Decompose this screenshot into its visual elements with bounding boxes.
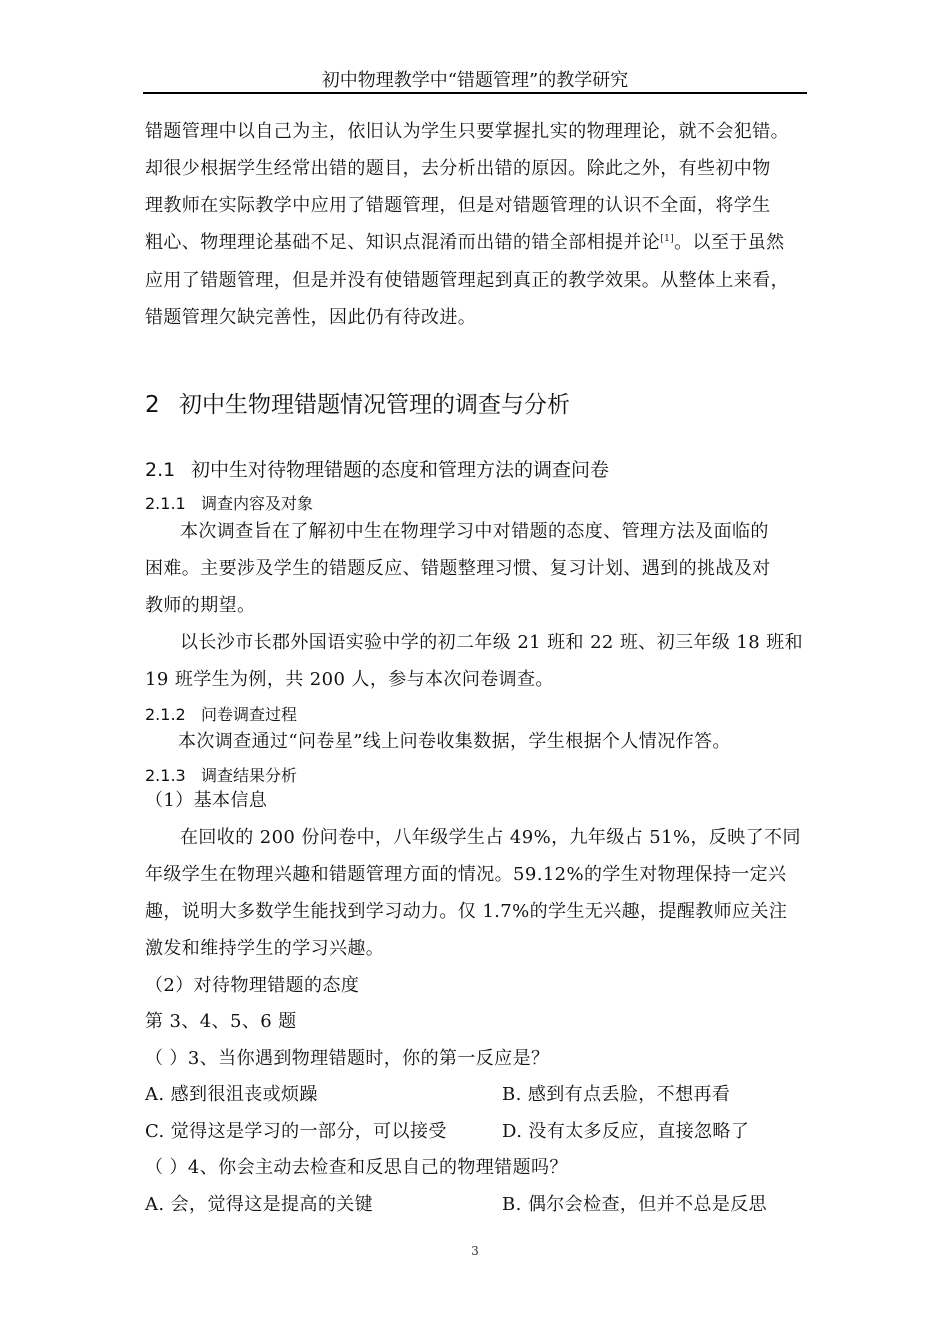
subheading-basic-info: （1）基本信息	[145, 790, 268, 811]
section-2-1-2-heading	[145, 702, 297, 725]
questions-reference: 第 3、4、5、6 题	[145, 1011, 297, 1032]
survey-para1-line-1: 本次调查旨在了解初中生在物理学习中对错题的态度、管理方法及面临的	[180, 521, 769, 542]
page-number: 3	[471, 1244, 479, 1258]
process-para: 本次调查通过“问卷星”线上问卷收集数据，学生根据个人情况作答。	[178, 731, 731, 752]
question-3-option-d: D. 没有太多反应，直接忽略了	[502, 1121, 750, 1142]
survey-para2-line-1: 以长沙市长郡外国语实验中学的初二年级 21 班和 22 班、初三年级 18 班和	[180, 632, 804, 653]
section-2-1-number: 2.1	[145, 459, 176, 481]
intro-line-1: 错题管理中以自己为主，依旧认为学生只要掌握扎实的物理理论，就不会犯错。	[145, 121, 789, 142]
section-2-1-2-title: 问卷调查过程	[201, 705, 298, 724]
results-line-4: 激发和维持学生的学习兴趣。	[145, 938, 385, 959]
section-2-number: 2	[145, 392, 160, 418]
section-2-1-3-heading	[145, 763, 297, 786]
intro-line-4-tail: 。以至于虽然	[674, 232, 785, 253]
question-3-option-a: A. 感到很沮丧或烦躁	[145, 1084, 318, 1105]
section-2-heading	[145, 386, 570, 419]
section-2-1-1-number: 2.1.1	[145, 494, 186, 513]
results-line-3: 趣，说明大多数学生能找到学习动力。仅 1.7%的学生无兴趣，提醒教师应关注	[145, 901, 788, 922]
intro-line-4-text: 粗心、物理理论基础不足、知识点混淆而出错的错全部相提并论	[145, 232, 661, 253]
subheading-attitude: （2）对待物理错题的态度	[145, 975, 360, 996]
section-2-1-1-heading	[145, 491, 313, 514]
results-line-1: 在回收的 200 份问卷中，八年级学生占 49%，九年级占 51%，反映了不同	[180, 827, 801, 848]
citation-ref: [1]	[660, 234, 675, 244]
header-rule	[143, 92, 807, 94]
intro-line-2: 却很少根据学生经常出错的题目，去分析出错的原因。除此之外，有些初中物	[145, 158, 771, 179]
intro-line-3: 理教师在实际教学中应用了错题管理，但是对错题管理的认识不全面，将学生	[145, 195, 771, 216]
survey-para1-line-3: 教师的期望。	[145, 595, 256, 616]
section-2-1-title: 初中生对待物理错题的态度和管理方法的调查问卷	[191, 459, 610, 481]
section-2-1-heading	[145, 455, 609, 482]
section-2-1-3-number: 2.1.3	[145, 766, 186, 785]
section-2-1-1-title: 调查内容及对象	[201, 494, 314, 513]
question-3-option-c: C. 觉得这是学习的一部分，可以接受	[145, 1121, 447, 1142]
running-header: 初中物理教学中“错题管理”的教学研究	[321, 70, 629, 91]
intro-line-4	[145, 228, 785, 254]
section-2-1-3-title: 调查结果分析	[201, 766, 298, 785]
section-2-1-2-number: 2.1.2	[145, 705, 186, 724]
question-4-stem: （ ）4、你会主动去检查和反思自己的物理错题吗？	[145, 1157, 568, 1178]
question-4-option-b: B. 偶尔会检查，但并不总是反思	[502, 1194, 768, 1215]
intro-line-5: 应用了错题管理，但是并没有使错题管理起到真正的教学效果。从整体上来看，	[145, 270, 789, 291]
question-3-option-b: B. 感到有点丢脸，不想再看	[502, 1084, 731, 1105]
section-2-title: 初中生物理错题情况管理的调查与分析	[179, 392, 570, 418]
results-line-2: 年级学生在物理兴趣和错题管理方面的情况。59.12%的学生对物理保持一定兴	[145, 864, 787, 885]
survey-para1-line-2: 困难。主要涉及学生的错题反应、错题整理习惯、复习计划、遇到的挑战及对	[145, 558, 771, 579]
question-4-option-a: A. 会，觉得这是提高的关键	[145, 1194, 374, 1215]
question-3-stem: （ ）3、当你遇到物理错题时，你的第一反应是？	[145, 1048, 550, 1069]
survey-para2-line-2: 19 班学生为例，共 200 人，参与本次问卷调查。	[145, 669, 554, 690]
intro-line-6: 错题管理欠缺完善性，因此仍有待改进。	[145, 307, 477, 328]
